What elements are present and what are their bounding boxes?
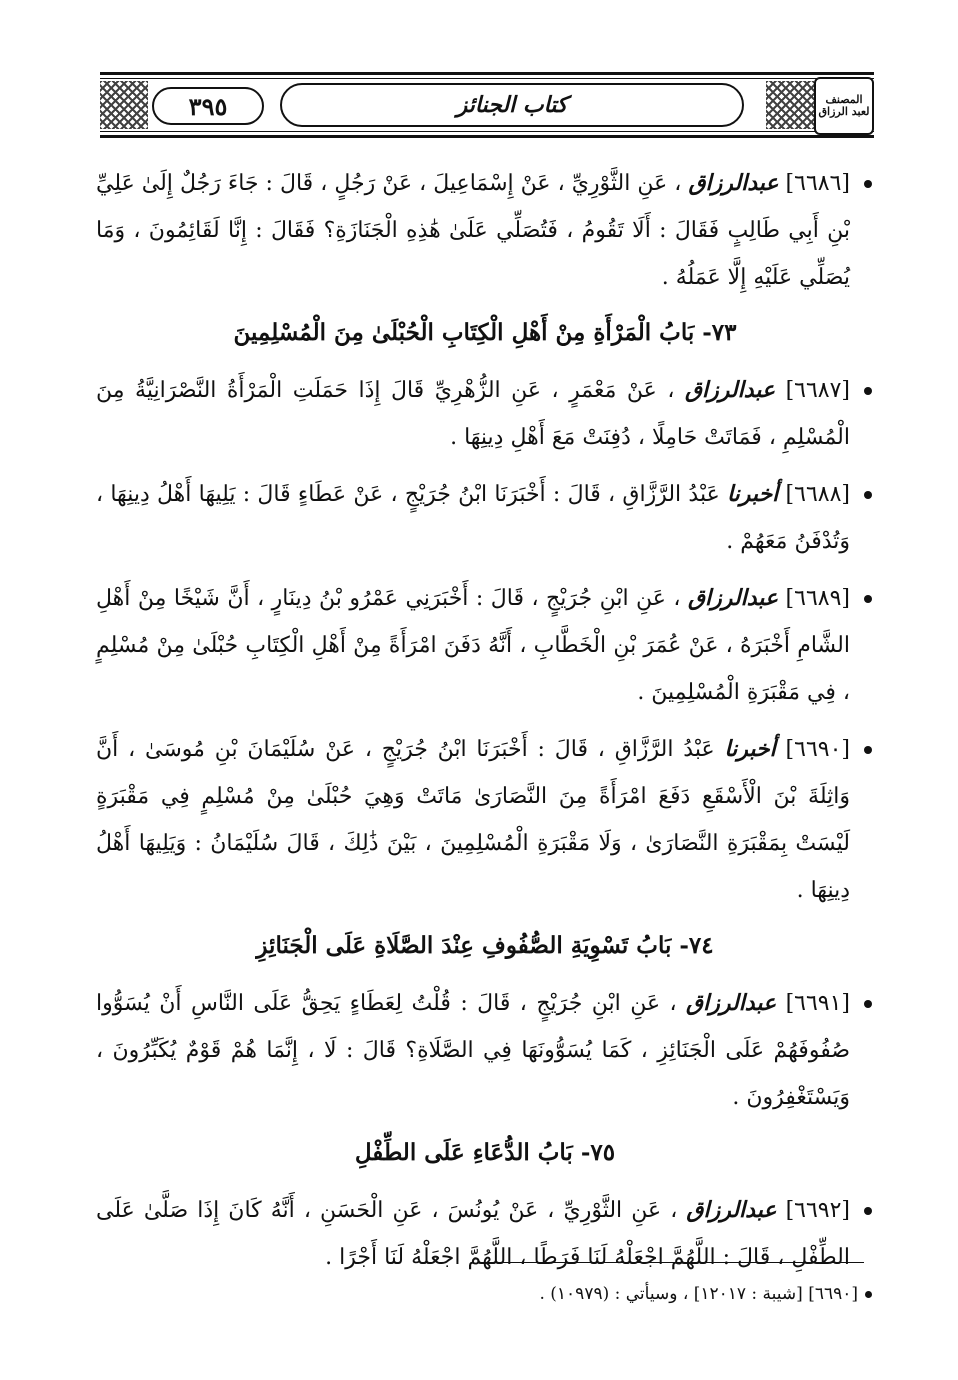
hadith-number: [٦٦٨٦] xyxy=(785,171,850,196)
hadith-number: [٦٦٩١] xyxy=(785,991,851,1016)
hadith-source: عبدالرزاق xyxy=(686,990,777,1016)
hadith-number: [٦٦٨٨] xyxy=(785,482,850,507)
bullet-dot xyxy=(864,387,872,395)
hadith-source: عبدالرزاق xyxy=(684,377,776,403)
chapter-73-heading: ٧٣- بَابُ الْمَرْأَةِ مِنْ أَهْلِ الْكِتَابِ الْحُبْلَىٰ مِنَ الْمُسْلِمِينَ xyxy=(233,319,737,346)
hadith-text: ، عَنِ ابْنِ جُرَيْجٍ ، قَالَ : قُلْتُ لِعَطَاءٍ يَحِقُّ عَلَى النَّاسِ أَنْ يُسَوُّوا صُفُوفَهُمْ عَلَى الْجَنَائِزِ ، كَمَا يُسَوُّونَهَا فِي الصَّلَاةِ؟ قَالَ : لَا ، إِنَّمَا هُمْ قَوْمٌ يُكَبِّرُونَ ، وَيَسْتَغْفِرُونَ . xyxy=(96,991,850,1110)
hadith-6692 xyxy=(96,1187,874,1281)
hadith-source: عبدالرزاق xyxy=(686,1197,777,1223)
hadith-source: عبدالرزاق xyxy=(687,585,779,611)
hadith-text: عَبْدُ الرَّزَّاقِ ، قَالَ : أَخْبَرَنَا ابْنُ جُرَيْجٍ ، عَنْ عَطَاءٍ قَالَ : يَلِيهَا أَهْلُ دِينِهَا ، وَتُدْفَنُ مَعَهُمْ . xyxy=(96,482,850,554)
hadith-6686 xyxy=(96,160,874,301)
hadith-text: ، عَنِ الثَّوْرِيِّ ، عَنْ يُونُسَ ، عَنِ الْحَسَنِ ، أَنَّهُ كَانَ إِذَا صَلَّىٰ عَلَى الطِّفْلِ ، قَالَ : اللَّهُمَّ اجْعَلْهُ لَنَا فَرَطًا ، اللَّهُمَّ اجْعَلْهُ لَنَا أَجْرًا . xyxy=(96,1198,850,1270)
hadith-number: [٦٦٨٧] xyxy=(785,378,851,403)
bullet-dot xyxy=(864,491,872,499)
publisher-seal xyxy=(814,77,874,135)
hadith-text: ، عَنْ مَعْمَرٍ ، عَنِ الزُّهْرِيِّ قَالَ إِذَا حَمَلَتِ الْمَرْأَةُ النَّصْرَانِيَّةُ مِنَ الْمُسْلِمِ ، فَمَاتَتْ حَامِلًا ، دُفِنَتْ مَعَ أَهْلِ دِينِهَا . xyxy=(96,378,850,450)
page-header xyxy=(100,72,874,138)
seal-line-1: المصنف xyxy=(825,93,863,106)
footnote-divider xyxy=(496,1262,864,1263)
hadith-source: عبدالرزاق xyxy=(688,170,779,196)
hadith-text: عَبْدُ الرَّزَّاقِ ، قَالَ : أَخْبَرَنَا ابْنُ جُرَيْجٍ ، عَنْ سُلَيْمَانَ بْنِ مُوسَىٰ ، أَنَّ وَاثِلَةَ بْنَ الْأَسْقَعِ دَفَعَ امْرَأَةً مِنَ النَّصَارَىٰ مَاتَتْ وَهِيَ حُبْلَىٰ مِنْ مُسْلِمٍ فِي مَقْبَرَةٍ لَيْسَتْ بِمَقْبَرَةِ النَّصَارَىٰ ، وَلَا مَقْبَرَةِ الْمُسْلِمِينَ ، بَيْنَ ذَٰلِكَ ، قَالَ سُلَيْمَانُ : وَيَلِيهَا أَهْلُ دِينِهَا . xyxy=(96,737,850,903)
hadith-source: أخبرنا xyxy=(726,481,779,507)
hadith-6688 xyxy=(96,471,874,565)
hadith-number: [٦٦٩٢] xyxy=(785,1198,851,1223)
hadith-text: ، عَنِ الثَّوْرِيِّ ، عَنْ إِسْمَاعِيلَ ، عَنْ رَجُلٍ ، قَالَ : جَاءَ رَجُلٌ إِلَىٰ عَلِيِّ بْنِ أَبِي طَالِبٍ فَقَالَ : أَلَا تَقُومُ ، فَتُصَلِّي عَلَىٰ هَٰذِهِ الْجَنَازَةِ؟ فَقَالَ : إِنَّا لَقَائِمُونَ ، وَمَا يُصَلِّي عَلَيْهِ إِلَّا عَمَلُهُ . xyxy=(96,171,850,290)
hadith-text: ، عَنِ ابْنِ جُرَيْجٍ ، قَالَ : أَخْبَرَنِي عَمْرُو بْنُ دِينَارٍ ، أَنَّ شَيْخًا مِنْ أَهْلِ الشَّامِ أَخْبَرَهُ ، عَنْ عُمَرَ بْنِ الْخَطَّابِ ، أَنَّهُ دَفَنَ امْرَأَةً مِنْ أَهْلِ الْكِتَابِ حُبْلَىٰ مِنْ مُسْلِمٍ ، فِي مَقْبَرَةِ الْمُسْلِمِينَ . xyxy=(96,586,850,705)
hadith-number: [٦٦٩٠] xyxy=(785,737,850,762)
page-number: ٣٩٥ xyxy=(152,87,264,125)
hadith-source: أخبرنا xyxy=(724,736,776,762)
bullet-dot xyxy=(864,746,872,754)
hadith-6690 xyxy=(96,726,874,914)
chapter-75-heading: ٧٥- بَابُ الدُّعَاءِ عَلَى الطِّفْلِ xyxy=(354,1139,616,1166)
bullet-dot xyxy=(864,1207,872,1215)
bullet-dot xyxy=(864,595,872,603)
bullet-dot xyxy=(864,1000,872,1008)
footnote xyxy=(539,1280,874,1308)
hadith-6687 xyxy=(96,367,874,461)
hadith-number: [٦٦٨٩] xyxy=(785,586,850,611)
bullet-dot xyxy=(865,1291,872,1298)
seal-line-2: لعبد الرزاق xyxy=(818,105,870,118)
ornament-left xyxy=(100,81,148,129)
footnote-text: [٦٦٩٠] [شيبة : ١٢٠١٧] ، وسيأتي : (١٠٩٧٩) . xyxy=(539,1284,858,1304)
hadith-6691 xyxy=(96,980,874,1121)
chapter-74-heading: ٧٤- بَابُ تَسْوِيَةِ الصُّفُوفِ عِنْدَ الصَّلَاةِ عَلَى الْجَنَائِزِ xyxy=(256,932,714,959)
bullet-dot xyxy=(864,180,872,188)
ornament-right xyxy=(766,81,814,129)
page-body xyxy=(96,160,874,1291)
book-title: كتاب الجنائز xyxy=(280,83,744,127)
hadith-6689 xyxy=(96,575,874,716)
